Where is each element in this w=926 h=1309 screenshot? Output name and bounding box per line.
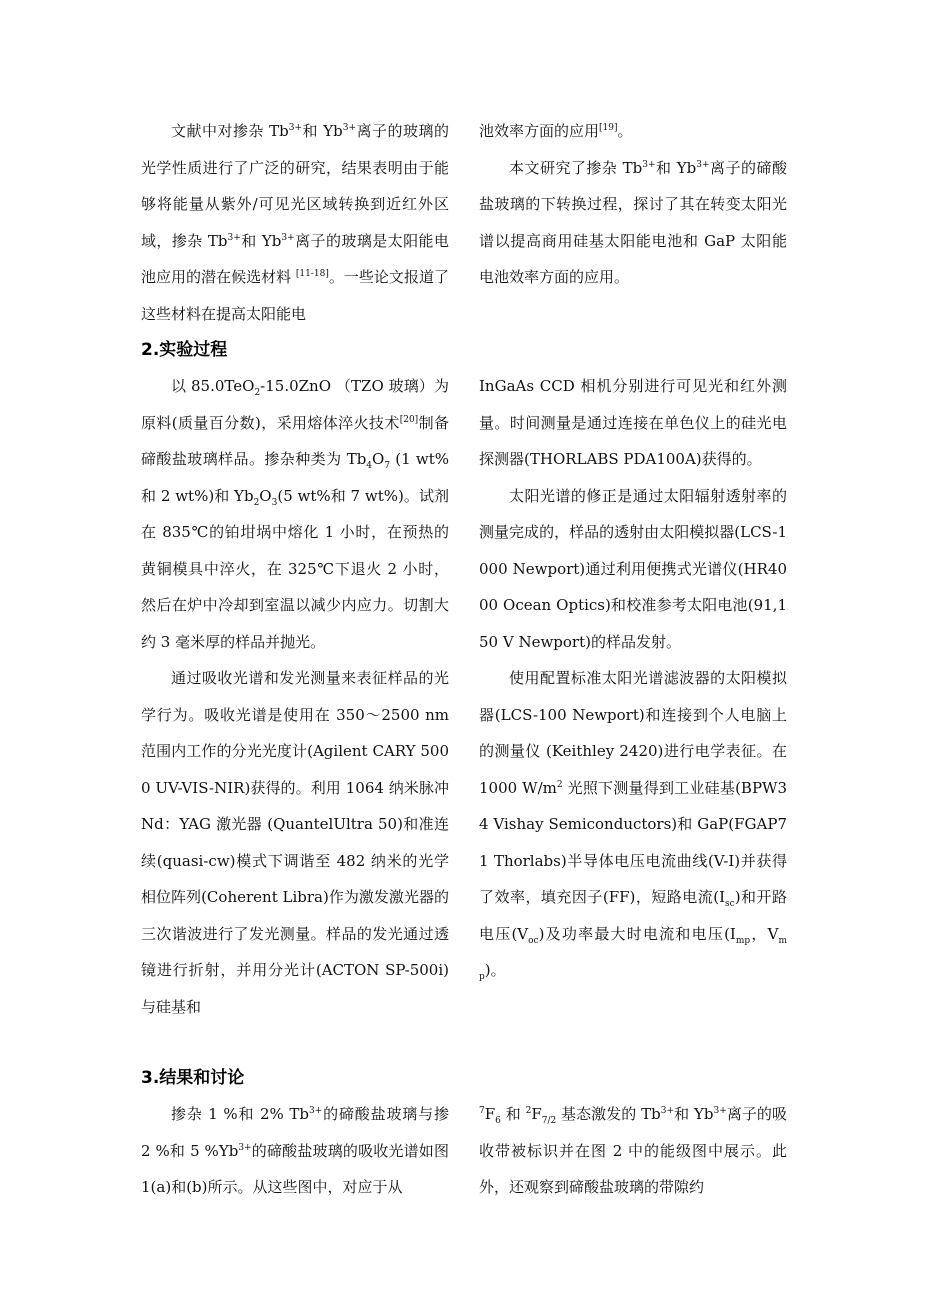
- section-2-body: [141, 368, 787, 1025]
- section-3-left-paragraph-1: 掺杂 1 %和 2% $Tb^{3+}$的碲酸盐玻璃与掺 2 %和 5 $\%Yb^{3+}$的碲酸盐玻璃的吸收光谱如图 1(a)和(b)所示。从这些图中，对应于从: [141, 1105, 449, 1196]
- section-3-heading: 3.结果和讨论: [141, 1068, 245, 1088]
- section-2-right-paragraph-3: 使用配置标准太阳光谱滤波器的太阳模拟器(LCS-100 Newport)和连接到个人电脑上的测量仪 (Keithley 2420)进行电学表征。在 1000 $W/m^2$ 光照下测量得到工业硅基(BPW34 Vishay Semiconductors)和 GaP(FGAP71 Thorlabs)半导体电压电流曲线(V-I)并获得了效率，填充因子(FF)，短路电流$(I_{sc})$和开路电压$(V_{oc})$及功率最大时电流和电压($I_{mp}$，$V_{mp}$)。: [479, 669, 788, 982]
- section-2-right-paragraph-2: 太阳光谱的修正是通过太阳辐射透射率的测量完成的，样品的透射由太阳模拟器(LCS-1000 Newport)通过利用便携式光谱仪(HR4000 Ocean Optics)和校准参考太阳电池(91,150 V Newport)的样品发射。: [479, 486, 787, 651]
- intro-left-column: [141, 113, 449, 332]
- intro-left-paragraph-1: 文献中对掺杂 $Tb^{3+}$和 $Yb^{3+}$离子的玻璃的光学性质进行了广泛的研究，结果表明由于能够将能量从紫外/可见光区域转换到近红外区域，掺杂 $Tb^{3+}$和 $Yb^{3+}$离子的玻璃是太阳能电池应用的潜在候选材料 [11-18]。一些论文报道了这些材料在提高太阳能电: [141, 122, 449, 323]
- section-2-right-paragraph-1: InGaAs CCD 相机分别进行可见光和红外测量。时间测量是通过连接在单色仪上的硅光电探测器(THORLABS PDA100A)获得的。: [479, 377, 787, 468]
- intro-section: [141, 113, 787, 332]
- section-2-left-paragraph-2: 通过吸收光谱和发光测量来表征样品的光学行为。吸收光谱是使用在 350～2500 nm 范围内工作的分光光度计(Agilent CARY 5000 UV-VIS-NIR)获得的。利用 1064 纳米脉冲 Nd：YAG 激光器 (QuantelUltra 50)和准连续(quasi-cw)模式下调谐至 482 纳米的光学相位阵列(Coherent Libra)作为激发激光器的三次谐波进行了发光测量。样品的发光通过透镜进行折射，并用分光计(ACTON SP-500i)与硅基和: [141, 669, 449, 1016]
- section-3-right-paragraph-1: $^7F_6$ 和 $^2F_{7/2}$ 基态激发的 $Tb^{3+}$和 $Yb^{3+}$离子的吸收带被标识并在图 2 中的能级图中展示。此外，还观察到碲酸盐玻璃的带隙约: [479, 1105, 787, 1196]
- section-3-left-column: [141, 1096, 449, 1206]
- intro-right-column: [479, 113, 787, 332]
- section-3-right-column: [479, 1096, 787, 1206]
- intro-right-paragraph-2: 本文研究了掺杂 $Tb^{3+}$和 $Yb^{3+}$离子的碲酸盐玻璃的下转换过程，探讨了其在转变太阳光谱以提高商用硅基太阳能电池和 GaP 太阳能电池效率方面的应用。: [479, 158, 787, 286]
- intro-right-paragraph-1: 池效率方面的应用[19]。: [479, 122, 633, 140]
- section-2-left-column: [141, 368, 449, 1025]
- section-2-right-column: [479, 368, 787, 1025]
- section-2-left-paragraph-1: 以 85.0TeO$_2$-15.0ZnO （TZO 玻璃）为原料(质量百分数)，采用熔体淬火技术[20]制备碲酸盐玻璃样品。掺杂种类为 $Tb_4O_7$ (1 wt%和 2 wt%)和 $Yb_2O_3(5$ wt%和 7 wt%)。试剂在 835℃的铂坩埚中熔化 1 小时，在预热的黄铜模具中淬火，在 325℃下退火 2 小时，然后在炉中冷却到室温以减少内应力。切割大约 3 毫米厚的样品并抛光。: [141, 377, 450, 651]
- section-2-heading: 2.实验过程: [141, 340, 228, 360]
- section-3-body: [141, 1096, 787, 1206]
